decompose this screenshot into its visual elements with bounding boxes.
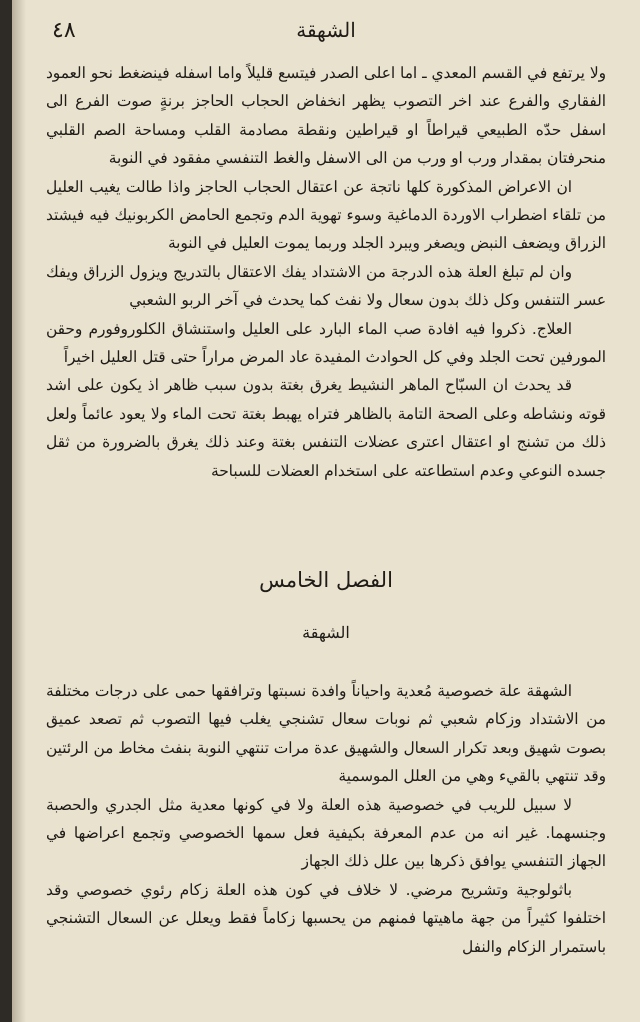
book-page — [12, 0, 640, 1022]
page-header — [52, 18, 600, 48]
chapter-title: الفصل الخامس — [259, 568, 393, 592]
running-title: الشهقة — [296, 18, 356, 42]
paragraph: قد يحدث ان السبّاح الماهر النشيط يغرق بغتة بدون سبب ظاهر اذ يكون على اشد قوته ونشاطه وعلى الصحة التامة بالظاهر فتراه يهبط بغتة تحت الماء ولا يعود عائماً ولعل ذلك من تشنج او اعتقال اعترى عضلات التنفس بغتة وعند ذلك يغرق بالضرورة من ثقل جسده النوعي وعدم استطاعته على استخدام العضلات للسباحة — [46, 376, 606, 480]
section-title: الشهقة — [302, 623, 350, 642]
paragraph: لا سبيل للريب في خصوصية هذه العلة ولا في كونها معدية مثل الجدري والحصبة وجنسهما. غير انه من عدم المعرفة بكيفية فعل سمها الخصوصي وتجمع اعراضها في الجهاز التنفسي يوافق ذكرها بين علل ذلك الجهاز — [46, 795, 606, 871]
text-block-bottom — [46, 677, 606, 961]
page-number: ٤٨ — [52, 18, 76, 43]
paragraph: العلاج. ذكروا فيه افادة صب الماء البارد على العليل واستنشاق الكلوروفورم وحقن المورفين تحت الجلد وفي كل الحوادث المفيدة عاد المرض مراراً حتى قتل العليل اخيراً — [46, 319, 606, 367]
paragraph: الشهقة علة خصوصية مُعدية واحياناً وافدة نسبتها وترافقها حمى على درجات مختلفة من الاشتداد وزكام شعبي ثم نوبات سعال تشنجي يغلب فيها التصوب ثم تصعد عميق بصوت شهيق وبعد تكرار السعال والشهيق عدة مرات تنتهي النوبة بنفث مخاط من الرئتين وقد تنتهي بالقيء وهي من العلل الموسمية — [46, 682, 606, 786]
paragraph: ولا يرتفع في القسم المعدي ـ اما اعلى الصدر فيتسع قليلاً واما اسفله فينضغط نحو العمود الفقاري والفرع عند اخر التصوب يظهر انخفاض الحجاب الحاجز برنةٍ صوت الفرع الى اسفل حدّه الطبيعي قيراطاً او قيراطين ونقطة مصادمة القلب ومساحة الصم القلبي منحرفتان بمقدار ورب او ورب من الى الاسفل والغط التنفسي مفقود في النوبة — [46, 64, 606, 168]
paragraph: ان الاعراض المذكورة كلها ناتجة عن اعتقال الحجاب الحاجز واذا طالت يغيب العليل من تلقاء اضطراب الاوردة الدماغية وسوء تهوية الدم وتجمع الحامض الكربونيك فيه فيشتد الزراق ويضعف النبض ويصغر ويبرد الجلد وربما يموت العليل في النوبة — [46, 177, 606, 253]
text-block-top — [46, 59, 606, 485]
paragraph: باثولوجية وتشريح مرضي. لا خلاف في كون هذه العلة زكام رئوي خصوصي وقد اختلفوا كثيراً من جهة ماهيتها فمنهم من يحسبها زكاماً فقط ويعلل عن السعال التشنجي باستمرار الزكام والنفل — [46, 880, 606, 956]
paragraph: وان لم تبلغ العلة هذه الدرجة من الاشتداد يفك الاعتقال بالتدريج ويزول الزراق ويفك عسر التنفس وكل ذلك بدون سعال ولا نفث كما يحدث في آخر الربو الشعبي — [46, 262, 606, 310]
